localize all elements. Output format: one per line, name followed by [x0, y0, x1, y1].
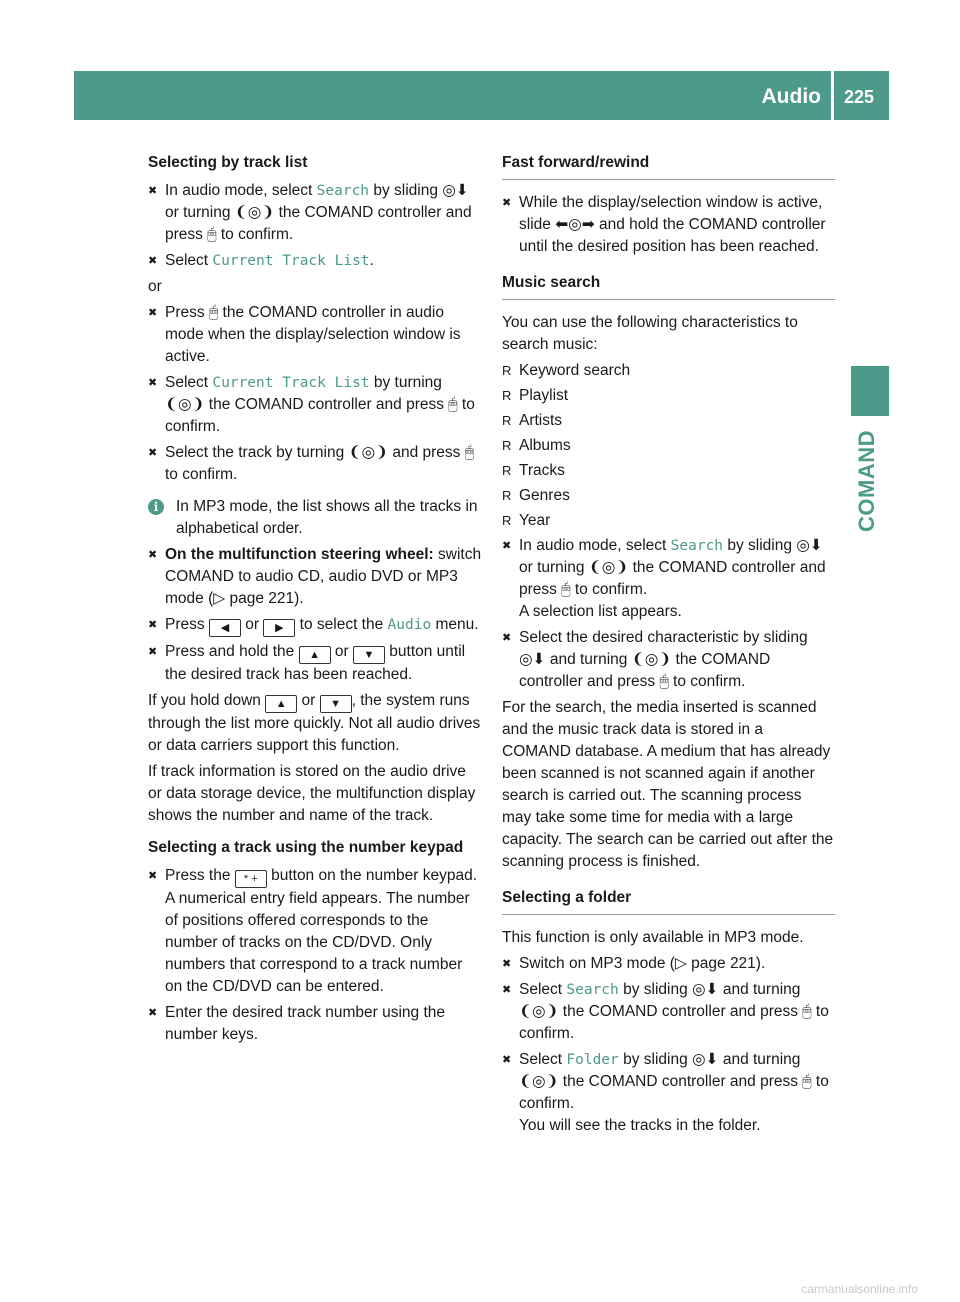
info-note-mp3: i In MP3 mode, the list shows all the tracks in alphabetical order.	[148, 496, 482, 540]
step-switch-mp3: ✖ Switch on MP3 mode (▷ page 221).	[502, 953, 835, 975]
side-tab-label: COMAND	[854, 430, 879, 532]
down-arrow-key-icon: ▼	[320, 695, 352, 713]
press-icon: 🖱	[464, 444, 475, 461]
list-item: R Playlist	[502, 385, 835, 407]
up-arrow-key-icon: ▲	[299, 646, 331, 664]
slide-down-icon: ◎⬇	[442, 182, 469, 199]
list-item: R Genres	[502, 485, 835, 507]
list-item: R Tracks	[502, 460, 835, 482]
heading-track-list: Selecting by track list	[148, 154, 308, 171]
star-plus-key-icon: * +	[235, 870, 267, 888]
left-column	[148, 152, 482, 1050]
right-column	[502, 152, 835, 1141]
info-icon: i	[148, 499, 164, 515]
paragraph-search-intro: You can use the following characteristics to search music:	[502, 314, 798, 353]
press-icon: 🖱	[561, 581, 571, 598]
rotate-icon: ❨◎❩	[348, 444, 389, 461]
rotate-icon: ❨◎❩	[631, 651, 672, 668]
header-bar	[74, 71, 831, 120]
rotate-icon: ❨◎❩	[519, 1073, 559, 1090]
press-icon: 🖱	[802, 1073, 812, 1090]
heading-selecting-folder: Selecting a folder	[502, 887, 835, 915]
step-select-search: ✖ In audio mode, select Search by sliding ◎⬇ or turning ❨◎❩ the COMAND controller and press 🖱 to confirm.	[148, 180, 482, 246]
slide-down-icon: ◎⬇	[519, 651, 546, 668]
list-item: R Keyword search	[502, 360, 835, 382]
right-arrow-key-icon: ▶	[263, 619, 295, 637]
section-title: Audio	[761, 85, 821, 108]
step-enter-number: ✖ Enter the desired track number using the number keys.	[148, 1002, 482, 1046]
rotate-icon: ❨◎❩	[165, 396, 205, 413]
side-tab	[851, 366, 889, 416]
press-icon: 🖱	[208, 304, 219, 321]
slide-down-icon: ◎⬇	[692, 1051, 719, 1068]
press-icon: 🖱	[207, 226, 217, 243]
step-steering-wheel: ✖ On the multifunction steering wheel: switch COMAND to audio CD, audio DVD or MP3 mode (▷ page 221).	[148, 544, 482, 610]
paragraph-hold-down: If you hold down ▲ or ▼ , the system runs through the list more quickly. Not all audio drives or data carriers support this function.	[148, 692, 481, 754]
menu-item-audio: Audio	[387, 617, 432, 633]
menu-item-current-track-list: Current Track List	[212, 253, 370, 269]
step-select-search: ✖ In audio mode, select Search by sliding ◎⬇ or turning ❨◎❩ the COMAND controller and press 🖱 to confirm. A selection list appears.	[502, 535, 835, 623]
heading-fast-forward: Fast forward/rewind	[502, 152, 835, 180]
slide-left-right-icon: ⬅◎➡	[555, 216, 595, 233]
step-fast-forward: ✖ While the display/selection window is active, slide ⬅◎➡ and hold the COMAND controller until the desired position has been reached.	[502, 192, 835, 258]
rotate-icon: ❨◎❩	[519, 1003, 559, 1020]
step-press-star: ✖ Press the * + button on the number keypad. A numerical entry field appears. The number of positions offered corresponds to the number of tracks on the CD/DVD. Only numbers that correspond to a track number on the CD/DVD can be entered.	[148, 865, 482, 998]
slide-down-icon: ◎⬇	[692, 981, 719, 998]
press-icon: 🖱	[448, 396, 458, 413]
menu-item-search: Search	[566, 982, 619, 998]
menu-item-search: Search	[670, 538, 724, 554]
step-press-hold: ✖ Press and hold the ▲ or ▼ button until the desired track has been reached.	[148, 641, 482, 686]
menu-item-search: Search	[316, 183, 370, 199]
rotate-icon: ❨◎❩	[234, 204, 275, 221]
paragraph-mp3-only: This function is only available in MP3 mode.	[502, 929, 804, 946]
press-icon: 🖱	[802, 1003, 812, 1020]
step-press-arrows: ✖ Press ◀ or ▶ to select the Audio menu.	[148, 614, 482, 637]
page-number: 225	[844, 87, 875, 107]
menu-item-current-track-list: Current Track List	[212, 375, 370, 391]
left-arrow-key-icon: ◀	[209, 619, 241, 637]
or-text: or	[148, 278, 162, 295]
step-select-folder: ✖ Select Folder by sliding ◎⬇ and turning ❨◎❩ the COMAND controller and press 🖱 to confirm. You will see the tracks in the folder.	[502, 1049, 835, 1137]
slide-down-icon: ◎⬇	[796, 537, 823, 554]
step-select-list-turning: ✖ Select Current Track List by turning ❨◎❩ the COMAND controller and press 🖱 to confirm.	[148, 372, 482, 438]
rotate-icon: ❨◎❩	[588, 559, 629, 576]
page-number-box	[834, 71, 889, 120]
watermark: carmanualsonline.info	[801, 1282, 918, 1296]
paragraph-track-info: If track information is stored on the audio drive or data storage device, the multifunction display shows the number and name of the track.	[148, 763, 476, 824]
step-select-track: ✖ Select the track by turning ❨◎❩ and press 🖱 to confirm.	[148, 442, 482, 486]
step-select-characteristic: ✖ Select the desired characteristic by sliding ◎⬇ and turning ❨◎❩ the COMAND controller and press 🖱 to confirm.	[502, 627, 835, 693]
heading-number-keypad: Selecting a track using the number keypad	[148, 839, 464, 856]
press-icon: 🖱	[659, 673, 669, 690]
list-item: R Artists	[502, 410, 835, 432]
up-arrow-key-icon: ▲	[265, 695, 297, 713]
step-select-current-track-list: ✖ Select Current Track List.	[148, 250, 482, 272]
paragraph-scanning: For the search, the media inserted is scanned and the music track data is stored in a COMAND database. A medium that has already been scanned is not scanned again if another search is carried out. The scanning process may take some time for media with a large capacity. The search can be carried out after the scanning process is finished.	[502, 699, 834, 870]
step-press-controller: ✖ Press 🖱 the COMAND controller in audio mode when the display/selection window is active.	[148, 302, 482, 368]
list-item: R Year	[502, 510, 835, 532]
heading-music-search: Music search	[502, 272, 835, 300]
menu-item-folder: Folder	[566, 1052, 619, 1068]
down-arrow-key-icon: ▼	[353, 646, 385, 664]
step-select-search-folder: ✖ Select Search by sliding ◎⬇ and turning ❨◎❩ the COMAND controller and press 🖱 to confirm.	[502, 979, 835, 1045]
list-item: R Albums	[502, 435, 835, 457]
